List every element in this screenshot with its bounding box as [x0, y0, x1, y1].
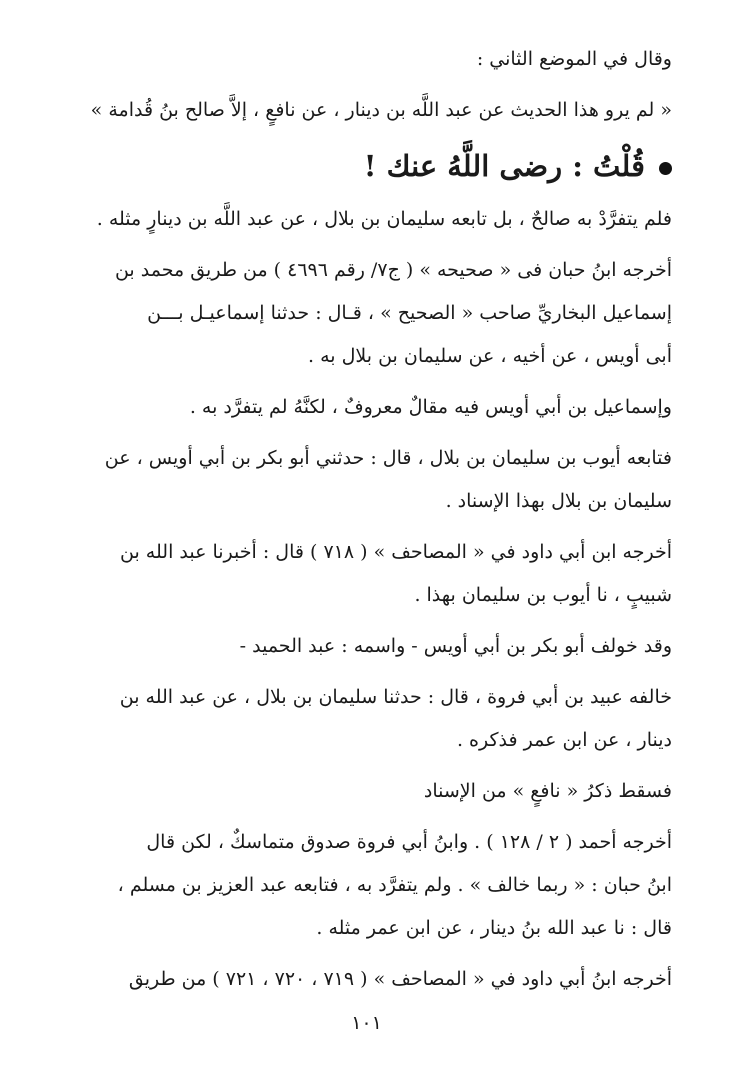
text-line: دينار ، عن ابن عمر فذكره .	[456, 729, 672, 751]
text-line: وإسماعيل بن أبي أويس فيه مقالٌ معروفٌ ، لكنَّهُ لم يتفرَّد به .	[189, 396, 672, 418]
text-line: إسماعيل البخاريِّ صاحب « الصحيح » ، قـال : حدثنا إسماعيـل بـــن	[147, 302, 672, 324]
quote-paragraph	[52, 89, 672, 132]
section-heading	[52, 140, 672, 192]
text-line: أخرجه ابنُ أبي داود في « المصاحف » ( ٧١٩ ، ٧٢٠ ، ٧٢١ ) من طريق	[128, 968, 672, 990]
paragraph	[52, 531, 672, 617]
intro-line: وقال في الموضع الثاني :	[476, 48, 672, 70]
paragraph-list	[52, 198, 672, 1001]
text-line: فسقط ذكرُ « نافعٍ » من الإسناد	[423, 780, 672, 802]
text-line: أخرجه أحمد ( ٢ / ١٢٨ ) . وابنُ أبي فروة صدوق متماسكٌ ، لكن قال	[146, 831, 672, 853]
intro-paragraph	[52, 38, 672, 81]
text-line: فتابعه أيوب بن سليمان بن بلال ، قال : حدثني أبو بكر بن أبي أويس ، عن	[104, 447, 672, 469]
text-line: أخرجه ابنُ حبان فى « صحيحه » ( ج٧/ رقم ٤٦٩٦ ) من طريق محمد بن	[114, 259, 672, 281]
quote-line: « لم يرو هذا الحديث عن عبد اللَّه بن دينار ، عن نافعٍ ، إلاَّ صالح بنُ قُدامة »	[90, 99, 672, 121]
text-line: أبى أويس ، عن أخيه ، عن سليمان بن بلال به .	[308, 345, 672, 367]
paragraph	[52, 386, 672, 429]
paragraph	[52, 958, 672, 1001]
text-line: وقد خولف أبو بكر بن أبي أويس - واسمه : عبد الحميد -	[239, 635, 672, 657]
heading-text: قُلْتُ : رضى اللَّهُ عنك !	[363, 149, 645, 183]
text-line: فلم يتفرَّدْ به صالحٌ ، بل تابعه سليمان بن بلال ، عن عبد اللَّه بن دينارٍ مثله .	[96, 208, 672, 230]
paragraph	[52, 437, 672, 523]
text-line: شبيبٍ ، نا أيوب بن سليمان بهذا .	[414, 584, 672, 606]
paragraph	[52, 249, 672, 378]
text-line: أخرجه ابن أبي داود في « المصاحف » ( ٧١٨ ) قال : أخبرنا عبد الله بن	[120, 541, 672, 563]
paragraph	[52, 821, 672, 950]
paragraph	[52, 625, 672, 668]
paragraph	[52, 676, 672, 762]
bullet-icon	[659, 162, 672, 175]
text-line: خالفه عبيد بن أبي فروة ، قال : حدثنا سليمان بن بلال ، عن عبد الله بن	[119, 686, 672, 708]
paragraph	[52, 198, 672, 241]
text-line: ابنُ حبان : « ربما خالف » . ولم يتفرَّد به ، فتابعه عبد العزيز بن مسلم ،	[117, 874, 672, 896]
page-number: ١٠١	[351, 1012, 382, 1034]
page-body	[52, 38, 672, 1009]
text-line: قال : نا عبد الله بنُ دينار ، عن ابن عمر مثله .	[316, 917, 672, 939]
text-line: سليمان بن بلال بهذا الإسناد .	[445, 490, 672, 512]
paragraph	[52, 770, 672, 813]
